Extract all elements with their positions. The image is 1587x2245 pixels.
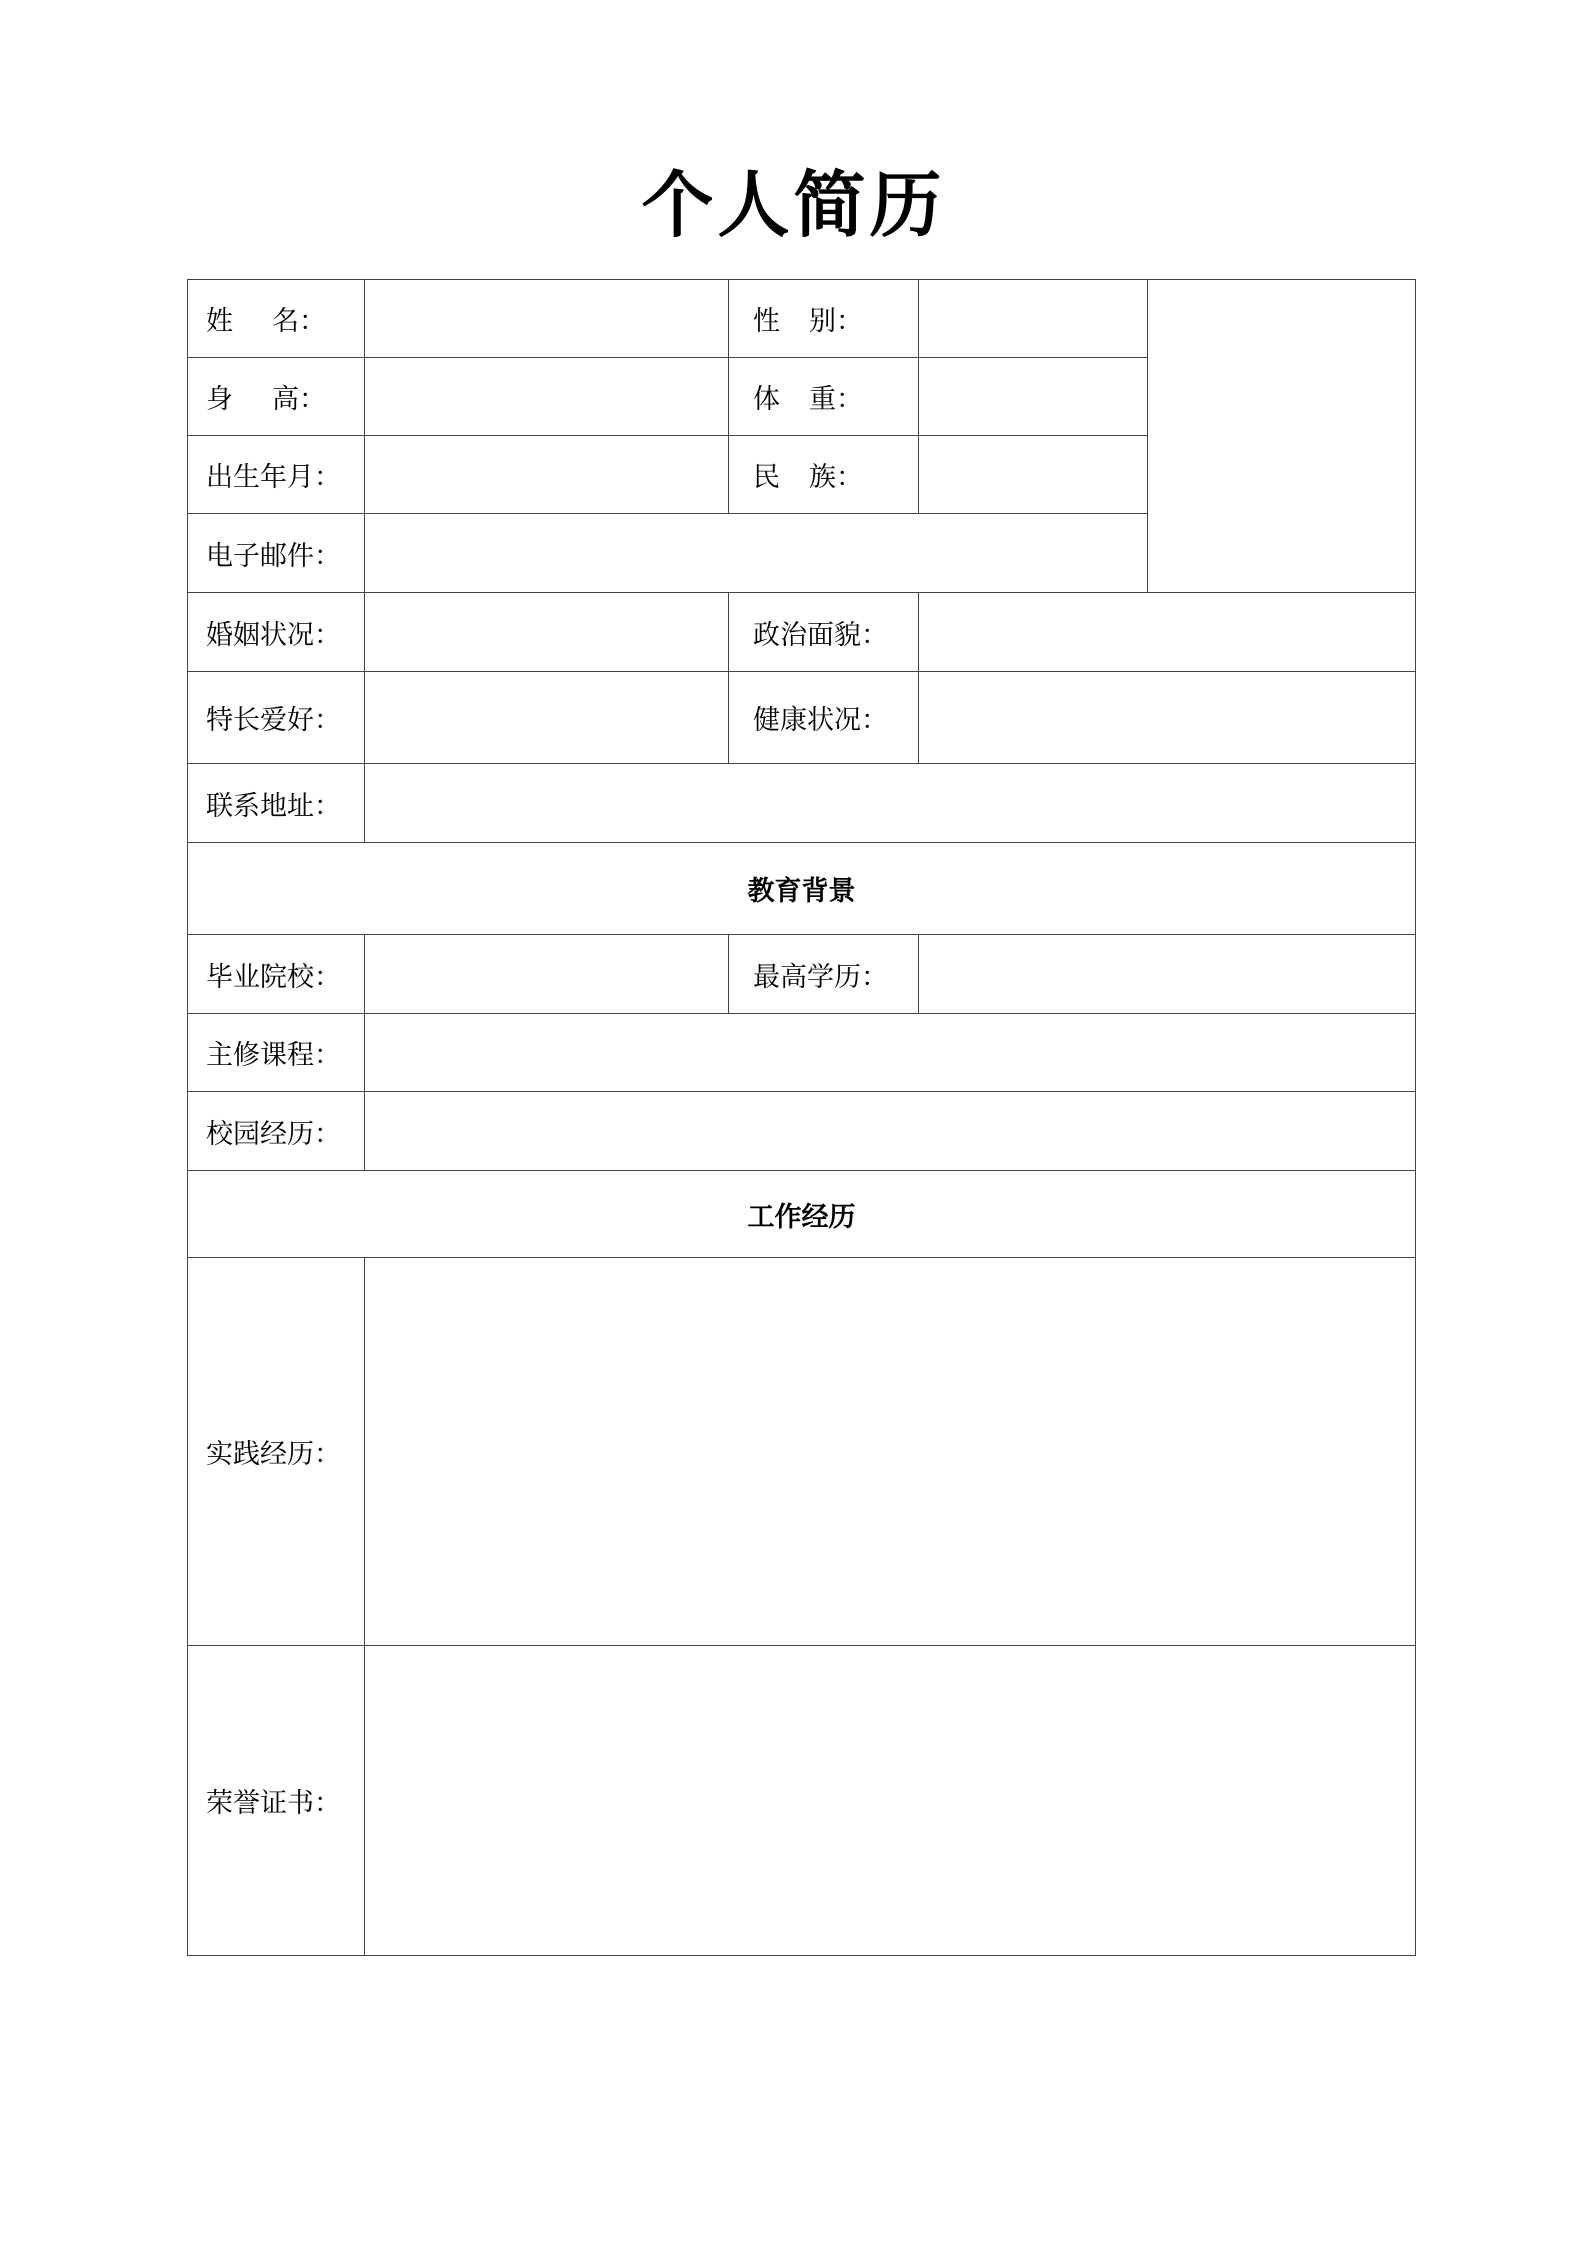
birth-value[interactable] [365, 436, 729, 514]
row-school [188, 935, 1416, 1014]
skills-value[interactable] [365, 672, 729, 764]
honors-label: 荣誉证书： [188, 1646, 365, 1956]
resume-table [187, 279, 1416, 1956]
courses-label: 主修课程： [188, 1014, 365, 1092]
gender-label: 性 别： [729, 280, 919, 358]
email-value[interactable] [365, 514, 1148, 593]
work-section-title: 工作经历 [188, 1171, 1416, 1258]
honors-value[interactable] [365, 1646, 1416, 1956]
row-marital [188, 593, 1416, 672]
row-campus [188, 1092, 1416, 1171]
ethnicity-value[interactable] [919, 436, 1148, 514]
political-label: 政治面貌： [729, 593, 919, 672]
marital-label: 婚姻状况： [188, 593, 365, 672]
photo-box[interactable] [1148, 280, 1416, 593]
degree-value[interactable] [919, 935, 1416, 1014]
row-practice [188, 1258, 1416, 1646]
weight-value[interactable] [919, 358, 1148, 436]
address-label: 联系地址： [188, 764, 365, 843]
marital-value[interactable] [365, 593, 729, 672]
ethnicity-label: 民 族： [729, 436, 919, 514]
address-value[interactable] [365, 764, 1416, 843]
row-honors [188, 1646, 1416, 1956]
row-education-header [188, 843, 1416, 935]
page-title: 个人简历 [641, 162, 946, 247]
height-value[interactable] [365, 358, 729, 436]
name-value[interactable] [365, 280, 729, 358]
school-value[interactable] [365, 935, 729, 1014]
height-label: 身 高： [188, 358, 365, 436]
campus-value[interactable] [365, 1092, 1416, 1171]
health-value[interactable] [919, 672, 1416, 764]
row-name [188, 280, 1416, 358]
name-label: 姓 名： [188, 280, 365, 358]
row-skills [188, 672, 1416, 764]
birth-label: 出生年月： [188, 436, 365, 514]
row-courses [188, 1014, 1416, 1092]
row-work-header [188, 1171, 1416, 1258]
weight-label: 体 重： [729, 358, 919, 436]
skills-label: 特长爱好： [188, 672, 365, 764]
education-section-title: 教育背景 [188, 843, 1416, 935]
practice-value[interactable] [365, 1258, 1416, 1646]
row-address [188, 764, 1416, 843]
health-label: 健康状况： [729, 672, 919, 764]
school-label: 毕业院校： [188, 935, 365, 1014]
degree-label: 最高学历： [729, 935, 919, 1014]
practice-label: 实践经历： [188, 1258, 365, 1646]
courses-value[interactable] [365, 1014, 1416, 1092]
political-value[interactable] [919, 593, 1416, 672]
email-label: 电子邮件： [188, 514, 365, 593]
gender-value[interactable] [919, 280, 1148, 358]
campus-label: 校园经历： [188, 1092, 365, 1171]
